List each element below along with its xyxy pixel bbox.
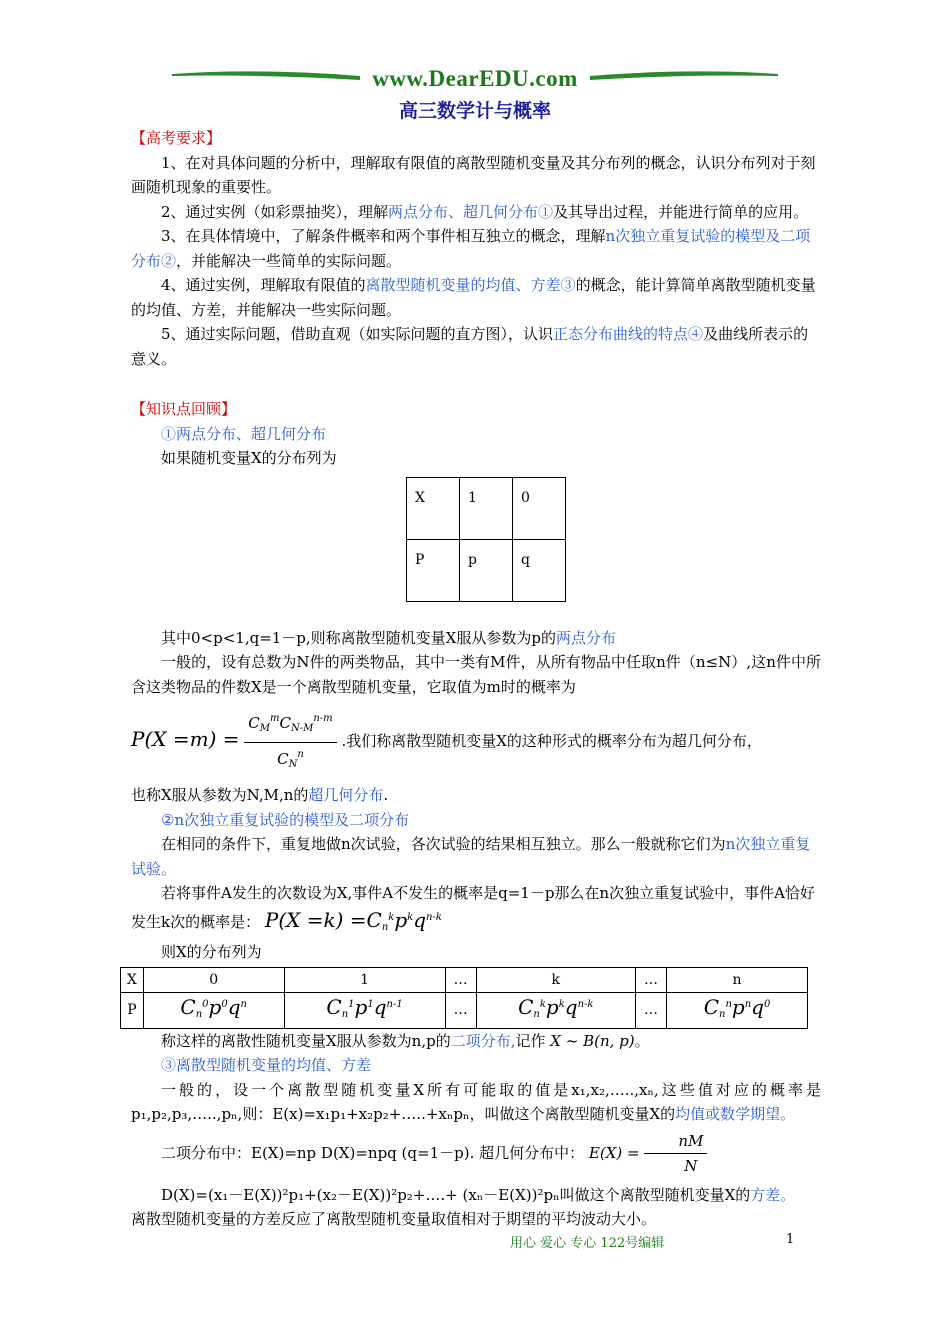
section-2-para-3: 称这样的离散性随机变量X服从参数为n,p的二项分布,记作 X ~ B(n, p)。 <box>161 1031 650 1050</box>
section-1-para-2: 一般的，设有总数为N件的两类物品，其中一类有M件，从所有物品中任取n件（n≤N）,这n件中所含这类物品的件数X是一个离散型随机变量，它取值为m时的概率为 <box>131 653 821 696</box>
section-3-para-1: 一般的，设一个离散型随机变量X所有可能取的值是x₁,x₂,…..,xₙ,这些值对应的概率是p₁,p₂,p₃,…..,pₙ,则：E(x)=x₁p₁+x₂p₂+…..+xₙpₙ，叫做这个离散型随机变量X的均值或数学期望。 <box>131 1080 821 1123</box>
link-two-point: 两点分布、超几何分布① <box>388 202 554 221</box>
requirement-1: 1、在对具体问题的分析中，理解取有限值的离散型随机变量及其分布列的概念，认识分布列对于刻画随机现象的重要性。 <box>131 153 816 196</box>
section-3-title: ③离散型随机变量的均值、方差 <box>161 1056 372 1074</box>
footer-text: 用心 爱心 专心 122号编辑 <box>510 1236 665 1251</box>
binomial-table <box>120 967 808 1029</box>
binomial-formula: $P(X =k) =C_n^kp^kq^{n-k}$ <box>264 907 442 933</box>
table-row: P $C_n^0p^0q^n$ $C_n^1p^1q^{n-1}$ … $C_n^kp^kq^{n-k}$ … $C_n^np^nq^0$ <box>121 993 808 1029</box>
site-header <box>170 62 780 96</box>
section-1-title: ①两点分布、超几何分布 <box>161 424 327 443</box>
section-2-dist: 则X的分布列为 <box>161 943 262 961</box>
section-2-title: ②n次独立重复试验的模型及二项分布 <box>161 810 410 829</box>
section-3-para-2: 二项分布中：E(X)=np D(X)=npq (q=1－p). 超几何分布中： E(X) = $\frac{nM}{N}$ <box>131 1129 821 1179</box>
page-title: 高三数学计与概率 <box>398 100 551 122</box>
section-2-para-2: 若将事件A发生的次数设为X,事件A不发生的概率是q=1－p那么在n次独立重复试验中，事件A恰好发生k次的概率是： $P(X =k) =C_n^kp^kq^{n-k}$ <box>131 884 815 933</box>
site-url[interactable]: www.DearEDU.com <box>372 66 578 91</box>
table-row: P p q <box>407 539 566 601</box>
requirement-3: 3、在具体情境中，了解条件概率和两个事件相互独立的概念，理解n次独立重复试验的模型及二项分布②，并能解决一些简单的实际问题。 <box>131 227 811 270</box>
review-heading: 【知识点回顾】 <box>131 400 237 418</box>
requirement-5: 5、通过实际问题，借助直观（如实际问题的直方图），认识正态分布曲线的特点④及曲线所表示的意义。 <box>131 325 809 368</box>
section-3-para-3: D(X)=(x₁－E(X))²p₁+(x₂－E(X))²p₂+….+ (xₙ－E(X))²pₙ叫做这个离散型随机变量X的方差。 <box>161 1185 796 1204</box>
hypergeometric-formula: P(X =m) = $\frac{C_M^mC_{N-M}^{n-m}}{C_N^n}$ .我们称离散型随机变量X的这种形式的概率分布为超几何分布， <box>131 707 821 777</box>
requirement-4: 4、通过实例，理解取有限值的离散型随机变量的均值、方差③的概念，能计算简单离散型随机变量的均值、方差，并能解决一些实际问题。 <box>131 276 816 319</box>
requirement-2: 2、通过实例（如彩票抽奖），理解两点分布、超几何分布①及其导出过程，并能进行简单的应用。 <box>161 202 809 221</box>
section-1-para-1: 其中0<p<1,q=1－p,则称离散型随机变量X服从参数为p的两点分布 <box>161 628 616 647</box>
table-row: X 0 1 … k … n <box>121 967 808 993</box>
section-1-para-3: 也称X服从参数为N,M,n的超几何分布. <box>131 786 389 804</box>
document-body <box>126 126 821 1232</box>
table-row: X 1 0 <box>407 477 566 539</box>
section-1-intro: 如果随机变量X的分布列为 <box>161 449 337 467</box>
two-point-table <box>406 477 566 602</box>
section-2-para-1: 在相同的条件下，重复地做n次试验，各次试验的结果相互独立。那么一般就称它们为n次独立重复试验。 <box>131 835 811 878</box>
requirements-heading: 【高考要求】 <box>131 129 222 147</box>
page-number: 1 <box>786 1232 795 1247</box>
formula-fraction: $\frac{C_M^mC_{N-M}^{n-m}}{C_N^n}$ <box>244 707 336 777</box>
section-3-para-4: 离散型随机变量的方差反应了离散型随机变量取值相对于期望的平均波动大小。 <box>131 1210 657 1228</box>
